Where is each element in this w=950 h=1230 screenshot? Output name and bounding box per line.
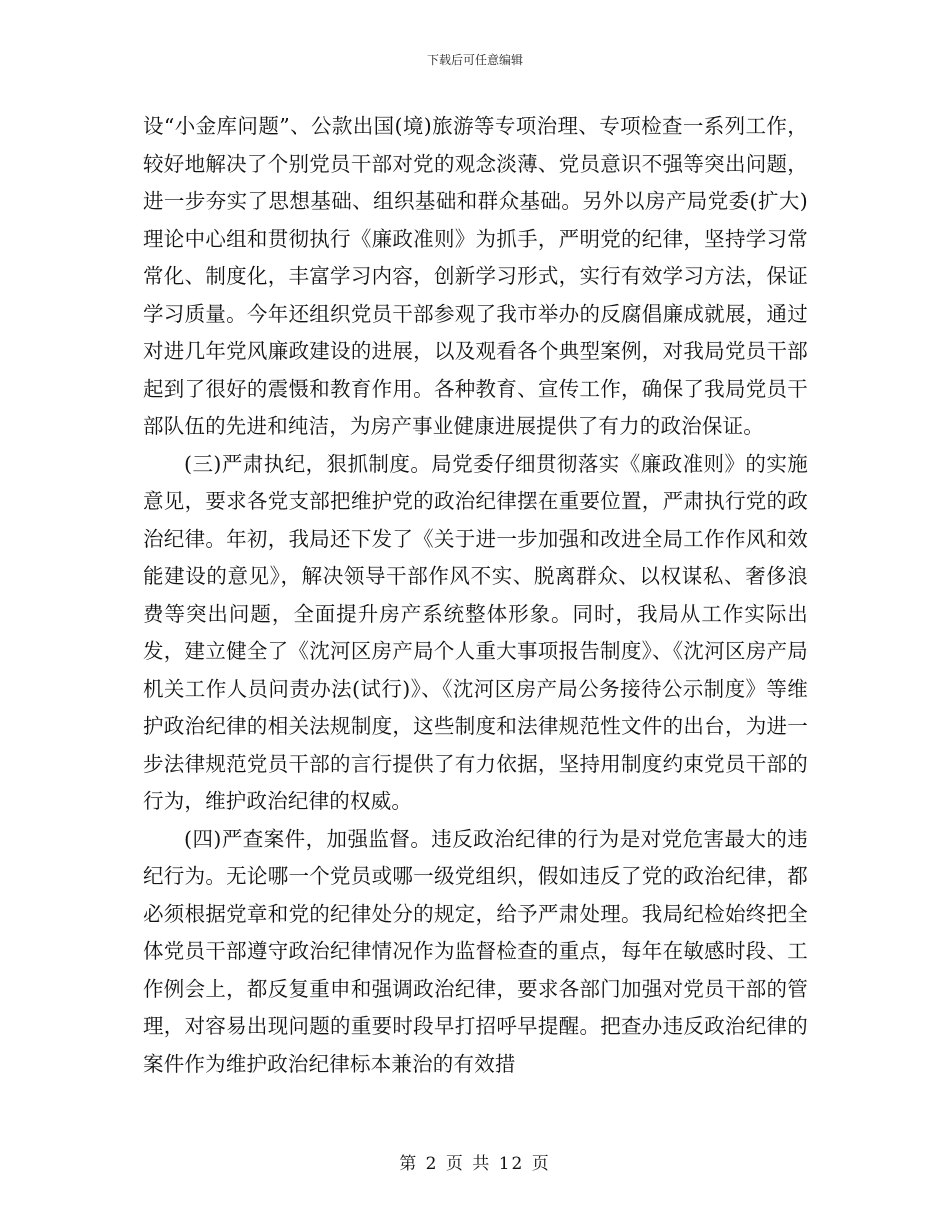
page-number-footer: 第 2 页 共 12 页 [399,1154,551,1174]
body-paragraph-section-4: (四)严查案件，加强监督。违反政治纪律的行为是对党危害最大的违纪行为。无论哪一个党员或哪一级党组织，假如违反了党的政治纪律，都必须根据党章和党的纪律处分的规定，给予严肃处理。我局纪检始终把全体党员干部遵守政治纪律情况作为监督检查的重点，每年在敏感时段、工作例会上，都反复重申和强调政治纪律，要求各部门加强对党员干部的管理，对容易出现问题的重要时段早打招呼早提醒。把查办违反政治纪律的案件作为维护政治纪律标本兼治的有效措 [143,826,808,1076]
document-body [143,108,808,1083]
body-paragraph-section-3: (三)严肃执纪，狠抓制度。局党委仔细贯彻落实《廉政准则》的实施意见，要求各党支部把维护党的政治纪律摆在重要位置，严肃执行党的政治纪律。年初，我局还下发了《关于进一步加强和改进全局工作作风和效能建设的意见》，解决领导干部作风不实、脱离群众、以权谋私、奢侈浪费等突出问题，全面提升房产系统整体形象。同时，我局从工作实际出发，建立健全了《沈河区房产局个人重大事项报告制度》、《沈河区房产局机关工作人员问责办法(试行)》、《沈河区房产局公务接待公示制度》等维护政治纪律的相关法规制度，这些制度和法律规范性文件的出台，为进一步法律规范党员干部的言行提供了有力依据，坚持用制度约束党员干部的行为，维护政治纪律的权威。 [143,451,808,813]
body-paragraph-continued: 设“小金库问题”、公款出国(境)旅游等专项治理、专项检查一系列工作，较好地解决了个别党员干部对党的观念淡薄、党员意识不强等突出问题，进一步夯实了思想基础、组织基础和群众基础。另外以房产局党委(扩大)理论中心组和贯彻执行《廉政准则》为抓手，严明党的纪律，坚持学习常常化、制度化，丰富学习内容，创新学习形式，实行有效学习方法，保证学习质量。今年还组织党员干部参观了我市举办的反腐倡廉成就展，通过对进几年党风廉政建设的进展，以及观看各个典型案例，对我局党员干部起到了很好的震慑和教育作用。各种教育、宣传工作，确保了我局党员干部队伍的先进和纯洁，为房产事业健康进展提供了有力的政治保证。 [143,114,808,438]
page-header-note: 下载后可任意编辑 [426,53,523,67]
